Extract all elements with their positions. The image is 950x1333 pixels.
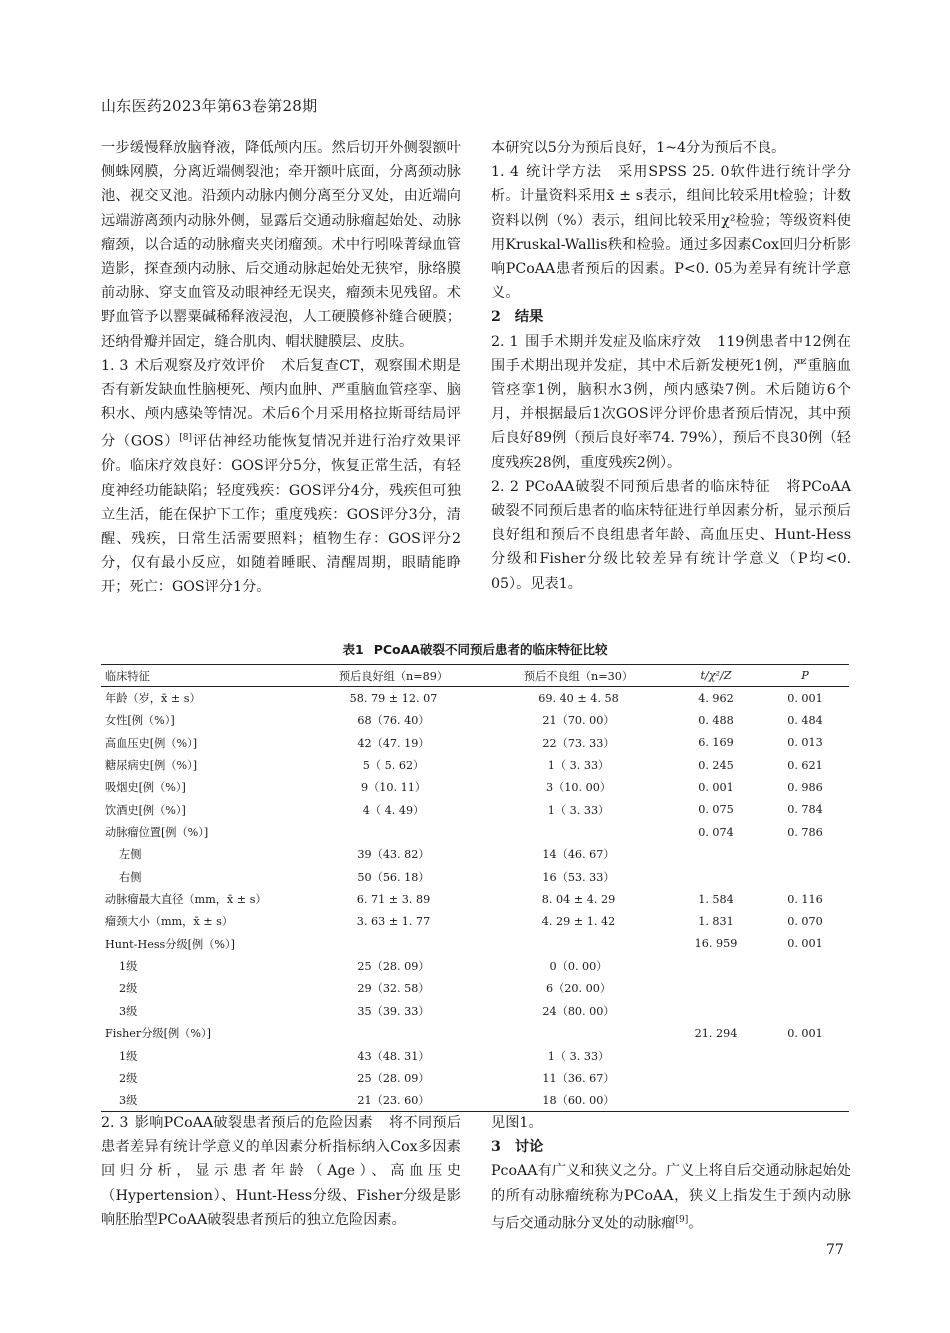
p-value: 0. 001 — [787, 937, 823, 951]
row-label: 2级 — [119, 1071, 138, 1085]
section-number: 2. 2 — [491, 478, 519, 495]
p-value — [761, 1000, 849, 1022]
row-label: 高血压史[例（%）] — [105, 736, 198, 750]
good-prognosis-value: 4（ 4. 49） — [362, 803, 425, 817]
table-label: 表1 — [342, 642, 364, 657]
row-label: 2级 — [119, 982, 138, 996]
section-text: 将不同预后患者差异有统计学意义的单因素分析指标纳入Cox多因素回归分析，显示患者年龄（Age）、高血压史（Hypertension）、Hunt-Hess分级、Fisher分级是影响胚胎型PCoAA破裂患者预后的独立危险因素。 — [101, 1115, 462, 1228]
section-1-3 — [101, 354, 461, 600]
discussion-text: PcoAA有广义和狭义之分。广义上将自后交通动脉起始处的所有动脉瘤统称为PCoAA，狭义上指发生于颈内动脉与后交通动脉分叉处的动脉瘤 — [491, 1163, 851, 1232]
table-caption — [101, 640, 849, 658]
p-value: 0. 116 — [787, 892, 823, 906]
good-prognosis-value: 35（39. 33） — [357, 1004, 430, 1018]
table-title: PCoAA破裂不同预后患者的临床特征比较 — [373, 642, 608, 657]
good-prognosis-value: 9（10. 11） — [360, 781, 427, 795]
citation: [9] — [675, 1214, 689, 1225]
good-prognosis-value: 50（56. 18） — [357, 870, 430, 884]
bottom-right-column — [491, 1111, 851, 1236]
table-row — [101, 866, 849, 888]
statistic-value: 0. 488 — [698, 713, 734, 727]
good-prognosis-value: 39（43. 82） — [357, 848, 430, 862]
figure-reference: 见图1。 — [491, 1115, 543, 1131]
p-value: 0. 013 — [787, 736, 823, 750]
section-title: 结果 — [514, 309, 544, 326]
row-label: 动脉瘤最大直径（mm，x̄ ± s） — [105, 893, 267, 907]
p-value: 0. 621 — [787, 758, 823, 772]
table-row — [101, 754, 849, 776]
left-column — [101, 136, 461, 600]
clinical-characteristics-table — [101, 664, 849, 1112]
section-number: 1. 4 — [491, 164, 520, 181]
page-number: 77 — [826, 1242, 844, 1258]
paragraph-prognosis-criteria: 本研究以5分为预后良好，1~4分为预后不良。 — [491, 140, 786, 156]
p-value — [761, 1044, 849, 1066]
good-prognosis-value: 58. 79 ± 12. 07 — [349, 691, 438, 705]
header-characteristic: 临床特征 — [105, 669, 150, 683]
row-label: 糖尿病史[例（%）] — [105, 759, 198, 773]
good-prognosis-value: 6. 71 ± 3. 89 — [356, 892, 431, 906]
section-3-heading — [491, 1135, 851, 1159]
discussion-text-end: 。 — [688, 1215, 703, 1232]
section-title: PCoAA破裂不同预后患者的临床特征 — [524, 478, 771, 495]
statistic-value — [671, 977, 761, 999]
row-label: Fisher分级[例（%）] — [105, 1027, 211, 1041]
running-head: 山东医药2023年第63卷第28期 — [101, 97, 318, 115]
statistic-value — [671, 1000, 761, 1022]
section-number: 2 — [491, 309, 501, 326]
section-2-2 — [491, 475, 851, 596]
statistic-value — [671, 866, 761, 888]
table-header-row — [101, 665, 849, 687]
section-number: 1. 3 — [101, 357, 129, 374]
good-prognosis-value: 25（28. 09） — [357, 1071, 430, 1085]
p-value — [761, 1089, 849, 1111]
table-row — [101, 933, 849, 955]
poor-prognosis-value — [486, 821, 671, 843]
section-number: 2. 3 — [101, 1115, 129, 1131]
row-label: 饮酒史[例（%）] — [105, 803, 186, 817]
statistic-value: 21. 294 — [694, 1026, 738, 1040]
table-row — [101, 732, 849, 754]
row-label: 3级 — [119, 1004, 138, 1018]
table-row — [101, 1000, 849, 1022]
table-row — [101, 910, 849, 932]
table-row — [101, 1089, 849, 1111]
poor-prognosis-value: 16（53. 33） — [542, 870, 615, 884]
table-row — [101, 1067, 849, 1089]
row-label: Hunt-Hess分级[例（%）] — [105, 937, 235, 951]
table-row — [101, 977, 849, 999]
poor-prognosis-value: 4. 29 ± 1. 42 — [541, 914, 616, 928]
poor-prognosis-value: 24（80. 00） — [542, 1004, 615, 1018]
table-row — [101, 843, 849, 865]
table-row — [101, 687, 849, 709]
poor-prognosis-value: 6（20. 00） — [545, 982, 612, 996]
table-row — [101, 888, 849, 910]
statistic-value: 1. 584 — [698, 892, 734, 906]
section-2-1 — [491, 330, 851, 475]
row-label: 年龄（岁，x̄ ± s） — [105, 692, 201, 706]
row-label: 吸烟史[例（%）] — [105, 781, 186, 795]
poor-prognosis-value: 11（36. 67） — [542, 1071, 615, 1085]
good-prognosis-value: 25（28. 09） — [357, 960, 430, 974]
good-prognosis-value: 3. 63 ± 1. 77 — [356, 914, 431, 928]
p-value — [761, 977, 849, 999]
p-value — [761, 1067, 849, 1089]
section-title: 统计学方法 — [525, 164, 603, 181]
good-prognosis-value: 21（23. 60） — [357, 1093, 430, 1107]
p-value — [761, 866, 849, 888]
poor-prognosis-value: 14（46. 67） — [542, 848, 615, 862]
section-2-3 — [101, 1111, 461, 1232]
row-label: 瘤颈大小（mm，x̄ ± s） — [105, 915, 234, 929]
section-title: 影响PCoAA破裂患者预后的危险因素 — [134, 1115, 373, 1131]
header-p-value: P — [801, 669, 809, 683]
good-prognosis-value — [301, 933, 486, 955]
statistic-value: 16. 959 — [694, 937, 738, 951]
table-row — [101, 776, 849, 798]
row-label: 女性[例（%）] — [105, 714, 175, 728]
header-poor-prognosis: 预后不良组（n=30） — [523, 669, 634, 683]
right-column — [491, 136, 851, 596]
p-value: 0. 784 — [787, 803, 823, 817]
p-value: 0. 001 — [787, 1026, 823, 1040]
paragraph-surgery-continued: 一步缓慢释放脑脊液，降低颅内压。然后切开外侧裂额叶侧蛛网膜，分离近端侧裂池；牵开额叶底面，分离颈动脉池、视交叉池。沿颈内动脉内侧分离至分叉处，由近端向远端游离颈内动脉外侧，显露后交通动脉瘤起始处、动脉瘤颈，以合适的动脉瘤夹夹闭瘤颈。术中行吲哚菁绿血管造影，探查颈内动脉、后交通动脉起始处无狭窄，脉络膜前动脉、穿支血管及动眼神经无误夹，瘤颈未见残留。术野血管予以罂粟碱稀释液浸泡，人工硬膜修补缝合硬膜；还纳骨瓣并固定，缝合肌肉、帽状腱膜层、皮肤。 — [101, 140, 461, 350]
row-label: 右侧 — [119, 870, 142, 884]
row-label: 动脉瘤位置[例（%）] — [105, 826, 209, 840]
section-text: 119例患者中12例在围手术期出现并发症，其中术后新发梗死1例，严重脑血管痉挛1例，脑积水3例，颅内感染7例。术后随访6个月，并根据最后1次GOS评分评价患者预后情况，其中预后良好89例（预后良好率74. 79%），预后不良30例（轻度残疾28例，重度残疾2例）。 — [491, 333, 851, 471]
poor-prognosis-value: 1（ 3. 33） — [547, 759, 610, 773]
poor-prognosis-value: 22（73. 33） — [542, 736, 615, 750]
good-prognosis-value: 29（32. 58） — [357, 982, 430, 996]
poor-prognosis-value — [486, 1022, 671, 1044]
poor-prognosis-value: 69. 40 ± 4. 58 — [538, 691, 619, 705]
good-prognosis-value: 5（ 5. 62） — [362, 759, 425, 773]
poor-prognosis-value — [486, 933, 671, 955]
statistic-value: 1. 831 — [698, 914, 734, 928]
statistic-value — [671, 955, 761, 977]
poor-prognosis-value: 8. 04 ± 4. 29 — [541, 892, 616, 906]
p-value: 0. 986 — [787, 780, 823, 794]
header-statistic: t/χ²/Z — [700, 669, 732, 683]
statistic-value: 0. 001 — [698, 780, 734, 794]
section-number: 2. 1 — [491, 333, 519, 350]
good-prognosis-value — [301, 821, 486, 843]
discussion-paragraph — [491, 1159, 851, 1235]
statistic-value: 0. 074 — [698, 825, 734, 839]
section-number: 3 — [491, 1139, 501, 1156]
section-text: 术后复查CT，观察围术期是否有新发缺血性脑梗死、颅内血肿、严重脑血管痉挛、脑积水、颅内感染等情况。术后6个月采用格拉斯哥结局评分（GOS） — [101, 357, 461, 451]
statistic-value — [671, 843, 761, 865]
statistic-value — [671, 1089, 761, 1111]
statistic-value — [671, 1044, 761, 1066]
section-title: 围手术期并发症及临床疗效 — [524, 333, 702, 350]
table-row — [101, 799, 849, 821]
statistic-value: 6. 169 — [698, 736, 734, 750]
p-value: 0. 001 — [787, 691, 823, 705]
good-prognosis-value: 42（47. 19） — [357, 736, 430, 750]
p-value: 0. 070 — [787, 914, 823, 928]
row-label: 3级 — [119, 1093, 138, 1107]
section-1-4 — [491, 160, 851, 305]
statistic-value: 0. 245 — [698, 758, 734, 772]
p-value: 0. 786 — [787, 825, 823, 839]
section-text: 采用SPSS 25. 0软件进行统计学分析。计量资料采用x̄ ± s表示，组间比较采用t检验；计数资料以例（%）表示，组间比较采用χ²检验；等级资料使用Kruskal-Wallis秩和检验。通过多因素Cox回归分析影响PCoAA患者预后的因素。P<0. 05为差异有统计学意义。 — [491, 164, 851, 302]
table-row — [101, 1044, 849, 1066]
header-good-prognosis: 预后良好组（n=89） — [338, 669, 449, 683]
row-label: 1级 — [119, 1049, 138, 1063]
poor-prognosis-value: 0（0. 00） — [549, 960, 608, 974]
section-text: 将PCoAA破裂不同预后患者的临床特征进行单因素分析，显示预后良好组和预后不良组患者年龄、高血压史、Hunt-Hess分级和Fisher分级比较差异有统计学意义（P均<0. 05）。见表1。 — [491, 478, 852, 592]
section-title: 术后观察及疗效评价 — [134, 357, 266, 374]
poor-prognosis-value: 21（70. 00） — [542, 714, 615, 728]
poor-prognosis-value: 3（10. 00） — [545, 781, 612, 795]
citation: [8] — [179, 433, 193, 444]
table-row — [101, 955, 849, 977]
poor-prognosis-value: 1（ 3. 33） — [547, 1049, 610, 1063]
poor-prognosis-value: 1（ 3. 33） — [547, 803, 610, 817]
poor-prognosis-value: 18（60. 00） — [542, 1093, 615, 1107]
bottom-left-column — [101, 1111, 461, 1232]
p-value — [761, 843, 849, 865]
row-label: 左侧 — [119, 848, 142, 862]
table-row — [101, 709, 849, 731]
section-2-heading — [491, 305, 851, 329]
table-row — [101, 821, 849, 843]
statistic-value: 0. 075 — [698, 803, 734, 817]
table-row — [101, 1022, 849, 1044]
p-value: 0. 484 — [787, 713, 823, 727]
statistic-value — [671, 1067, 761, 1089]
p-value — [761, 955, 849, 977]
good-prognosis-value — [301, 1022, 486, 1044]
section-title: 讨论 — [514, 1139, 544, 1156]
row-label: 1级 — [119, 960, 138, 974]
good-prognosis-value: 68（76. 40） — [357, 714, 430, 728]
good-prognosis-value: 43（48. 31） — [357, 1049, 430, 1063]
section-text-continued: 评估神经功能恢复情况并进行治疗效果评价。临床疗效良好：GOS评分5分，恢复正常生活，有轻度神经功能缺陷；轻度残疾：GOS评分4分，残疾但可独立生活，能在保护下工作；重度残疾：GOS评分3分，清醒、残疾，日常生活需要照料；植物生存：GOS评分2分，仅有最小反应，如随着睡眠、清醒周期，眼睛能睁开；死亡：GOS评分1分。 — [101, 434, 461, 596]
statistic-value: 4. 962 — [698, 691, 734, 705]
